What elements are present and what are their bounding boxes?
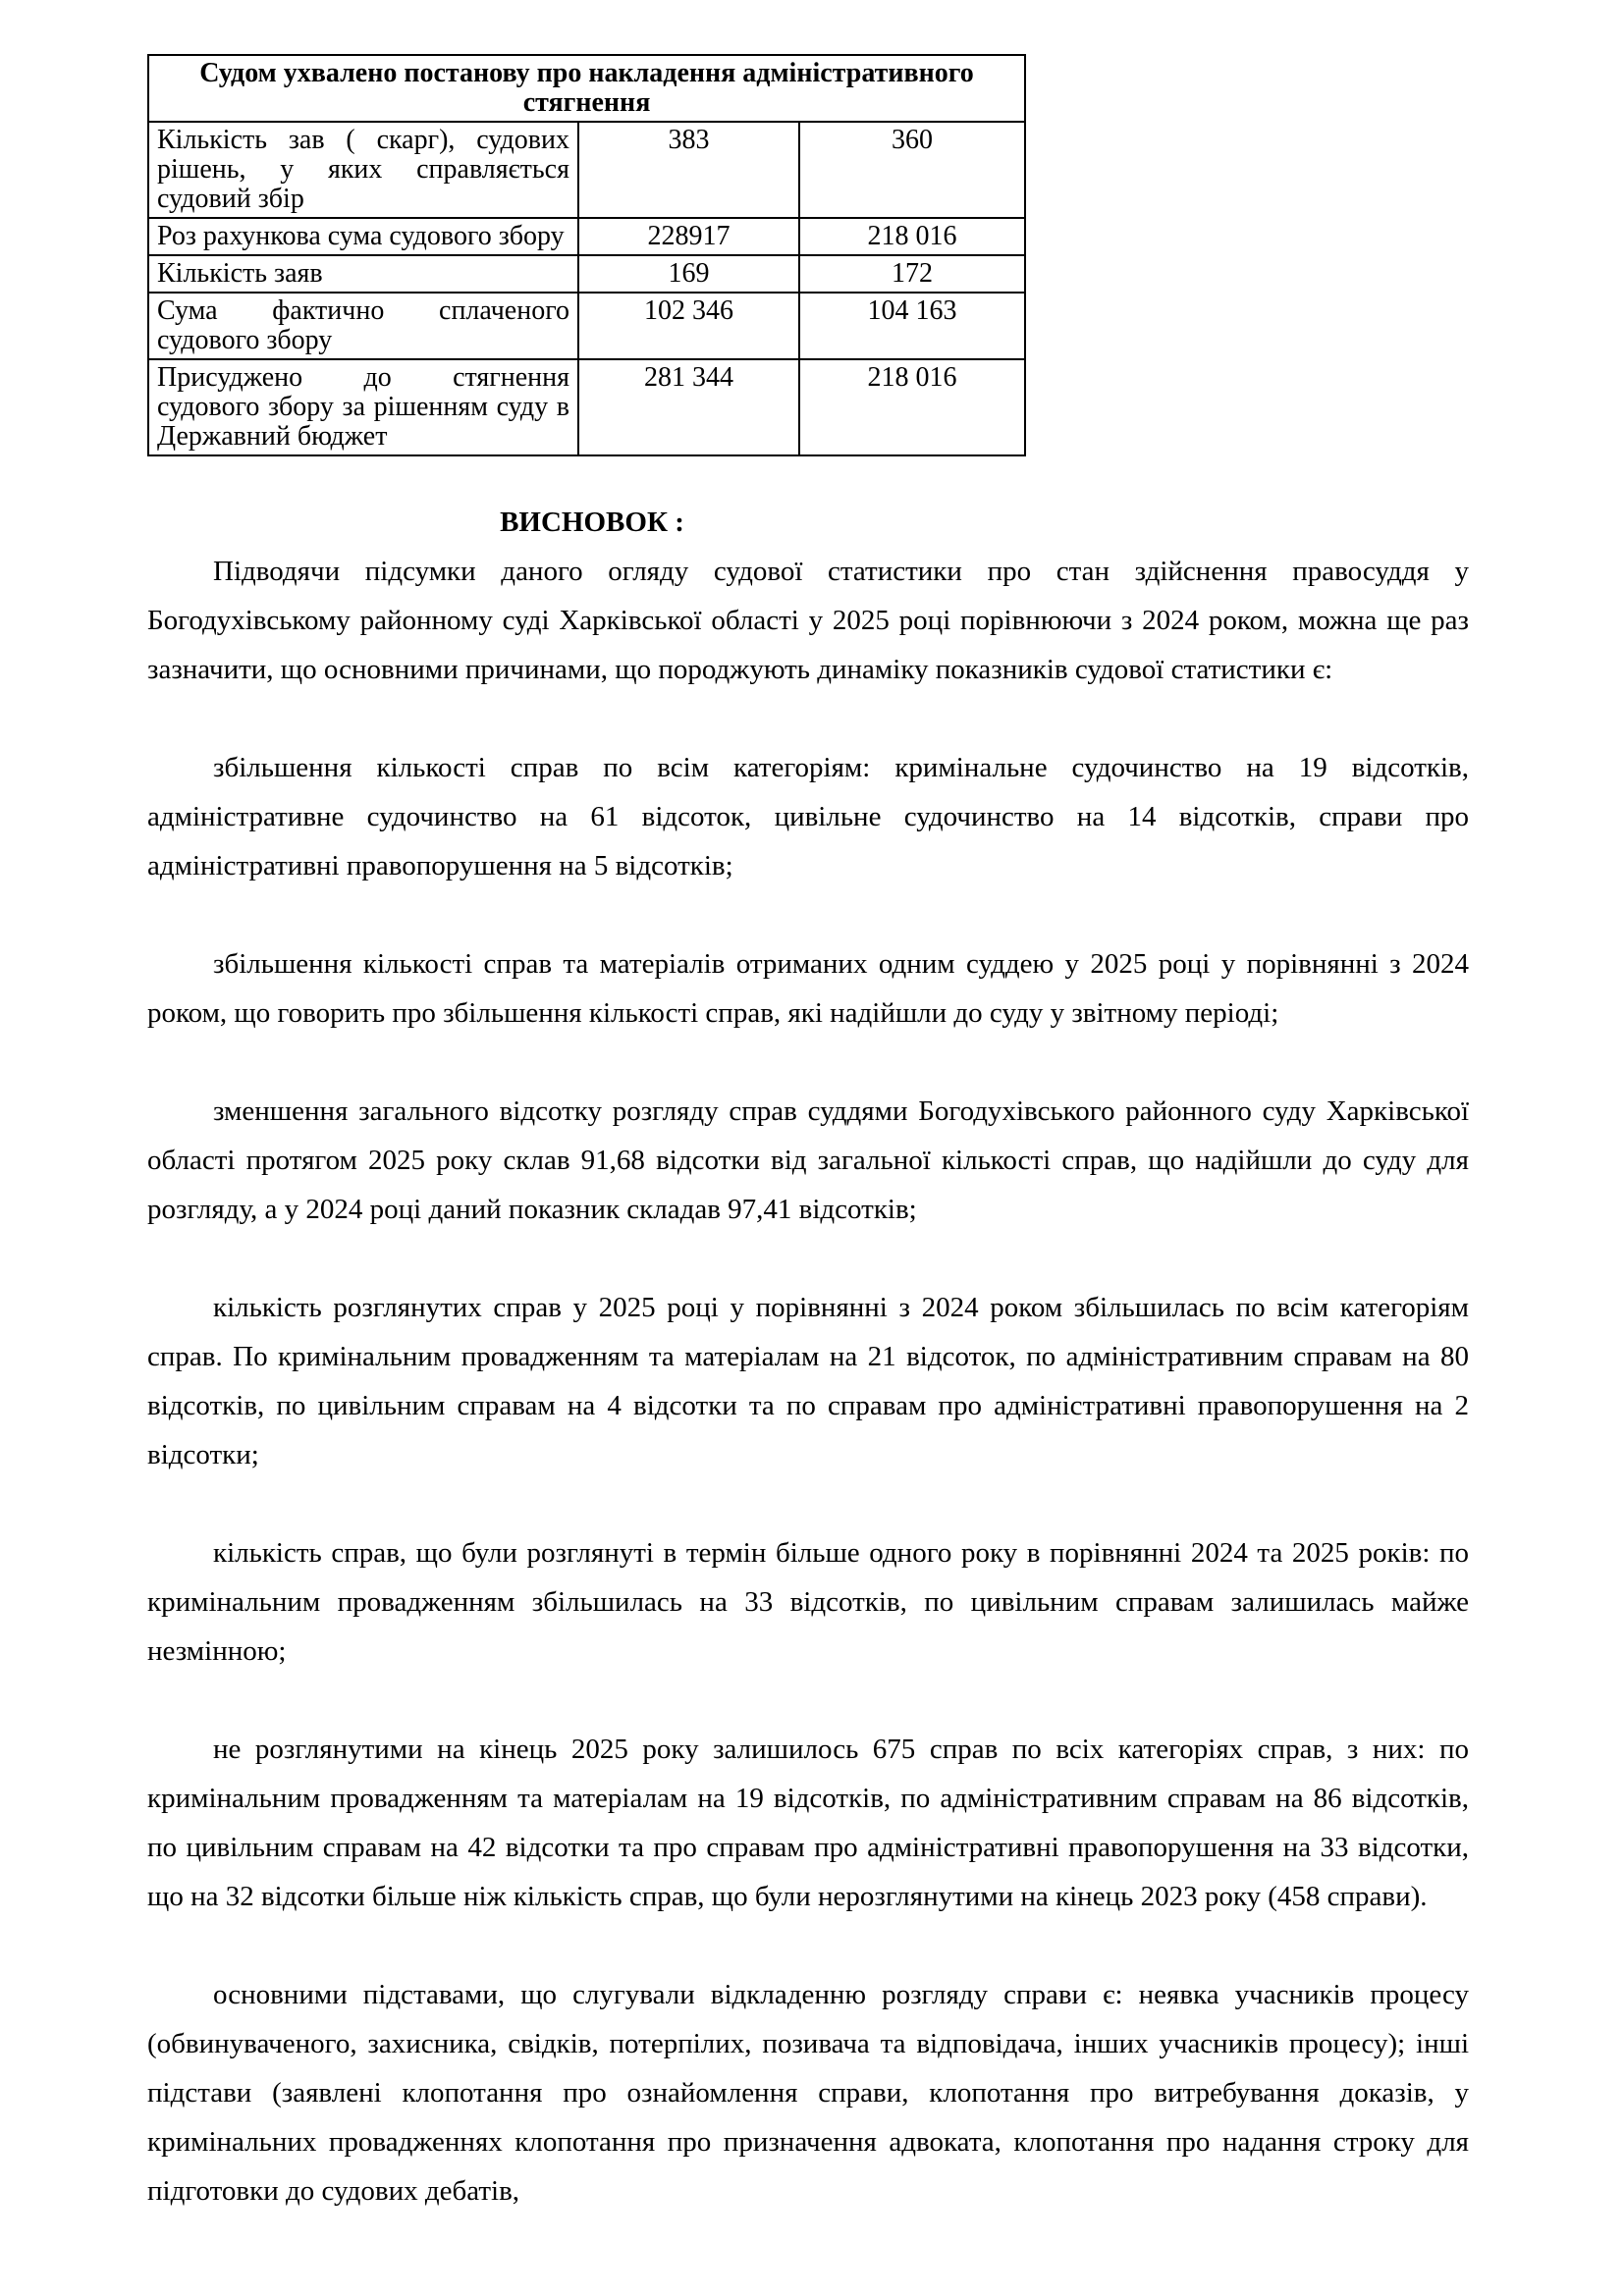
court-fee-stats-table <box>147 54 1026 456</box>
row-value-col1: 383 <box>578 122 799 218</box>
row-value-col2: 360 <box>799 122 1025 218</box>
row-value-col1: 102 346 <box>578 293 799 359</box>
paragraph-reviewed-cases: кількість розглянутих справ у 2025 році у порівнянні з 2024 роком збільшилась по всім категоріям справ. По кримінальним провадженням та матеріалам на 21 відсоток, по адміністративним справам на 80 відсотків, по цивільним справам на 4 відсотки та по справам про адміністративні правопорушення на 2 відсотки; <box>147 1292 1469 1470</box>
row-label: Кількість зав ( скарг), судових рішень, у яких справляється судовий збір <box>148 122 578 218</box>
table-row <box>148 218 1025 255</box>
row-value-col2: 172 <box>799 255 1025 293</box>
row-label: Сума фактично сплаченого судового збору <box>148 293 578 359</box>
paragraph-review-percentage: зменшення загального відсотку розгляду справ суддями Богодухівського районного суду Харківської області протягом 2025 року склав 91,68 відсотки від загальної кількості справ, що надійшли до суду для розгляду, а у 2024 році даний показник складав 97,41 відсотків; <box>147 1095 1469 1225</box>
table-title: Судом ухвалено постанову про накладення адміністративного стягнення <box>148 55 1025 122</box>
conclusion-heading: ВИСНОВОК : <box>500 507 684 538</box>
table-row <box>148 293 1025 359</box>
row-value-col2: 218 016 <box>799 218 1025 255</box>
table-row <box>148 255 1025 293</box>
paragraph-per-judge-increase: збільшення кількості справ та матеріалів отриманих одним суддею у 2025 році у порівнянні з 2024 роком, що говорить про збільшення кількості справ, які надійшли до суду у звітному періоді; <box>147 948 1469 1029</box>
row-value-col1: 228917 <box>578 218 799 255</box>
row-label: Присуджено до стягнення судового збору за рішенням суду в Державний бюджет <box>148 359 578 455</box>
table-header-row <box>148 55 1025 122</box>
paragraph-postponement-reasons: основними підставами, що слугували відкладенню розгляду справи є: неявка учасників процесу (обвинуваченого, захисника, свідків, потерпілих, позивача та відповідача, інших учасників процесу); інші підстави (заявлені клопотання про ознайомлення справи, клопотання про витребування доказів, у кримінальних провадженнях клопотання про призначення адвоката, клопотання про надання строку для підготовки до судових дебатів, <box>147 1979 1469 2207</box>
row-value-col1: 169 <box>578 255 799 293</box>
paragraph-pending-cases: не розглянутими на кінець 2025 року залишилось 675 справ по всіх категоріях справ, з них: по кримінальним провадженням та матеріалам на 19 відсотків, по адміністративним справам на 86 відсотків, по цивільним справам на 42 відсотки та про справам про адміністративні правопорушення на 33 відсотки, що на 32 відсотки більше ніж кількість справ, що були нерозглянутими на кінець 2023 року (458 справи). <box>147 1734 1469 1912</box>
conclusion-body <box>147 547 1469 2216</box>
row-label: Кількість заяв <box>148 255 578 293</box>
paragraph-long-term-cases: кількість справ, що були розглянуті в термін більше одного року в порівнянні 2024 та 2025 років: по кримінальним провадженням збільшилась на 33 відсотків, по цивільним справам залишилась майже незмінною; <box>147 1537 1469 1667</box>
row-label: Роз рахункова сума судового збору <box>148 218 578 255</box>
row-value-col2: 104 163 <box>799 293 1025 359</box>
paragraph-intro: Підводячи підсумки даного огляду судової статистики про стан здійснення правосуддя у Богодухівському районному суді Харківської області у 2025 році порівнюючи з 2024 роком, можна ще раз зазначити, що основними причинами, що породжують динаміку показників судової статистики є: <box>147 556 1469 685</box>
table-row <box>148 122 1025 218</box>
row-value-col1: 281 344 <box>578 359 799 455</box>
paragraph-case-increase: збільшення кількості справ по всім категоріям: кримінальне судочинство на 19 відсотків, адміністративне судочинство на 61 відсоток, цивільне судочинство на 14 відсотків, справи про адміністративні правопорушення на 5 відсотків; <box>147 752 1469 881</box>
row-value-col2: 218 016 <box>799 359 1025 455</box>
table-row <box>148 359 1025 455</box>
